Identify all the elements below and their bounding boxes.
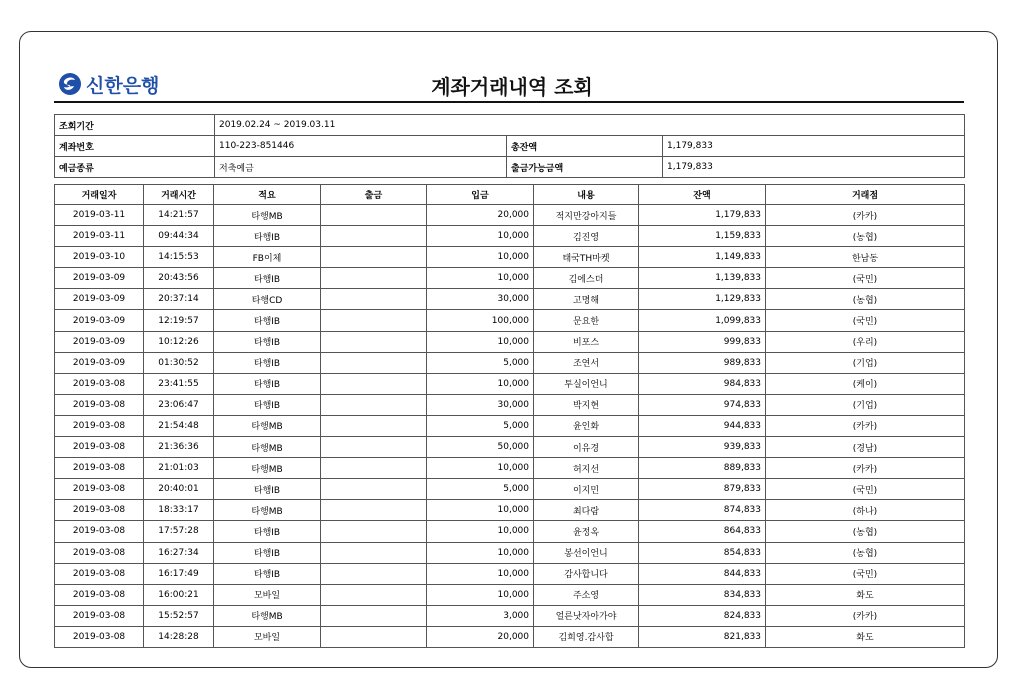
cell-balance: 879,833 [639,479,766,500]
cell-withdrawal [321,584,427,605]
cell-balance: 989,833 [639,352,766,373]
cell-deposit: 30,000 [427,289,534,310]
cell-memo: 타행IB [214,226,321,247]
cell-branch: (카카) [766,205,965,226]
cell-withdrawal [321,310,427,331]
cell-date: 2019-03-08 [55,500,144,521]
table-row [55,521,965,542]
header-description: 내용 [534,185,639,205]
cell-time: 20:40:01 [144,479,214,500]
cell-deposit: 5,000 [427,352,534,373]
period-label: 조회기간 [55,115,215,136]
cell-branch: (케이) [766,373,965,394]
cell-memo: 타행MB [214,415,321,436]
cell-memo: 타행IB [214,310,321,331]
cell-description: 조연서 [534,352,639,373]
cell-date: 2019-03-08 [55,584,144,605]
cell-time: 16:17:49 [144,563,214,584]
cell-memo: 타행IB [214,563,321,584]
header-memo: 적요 [214,185,321,205]
cell-time: 14:21:57 [144,205,214,226]
table-header-row [55,185,965,205]
cell-deposit: 20,000 [427,205,534,226]
cell-balance: 974,833 [639,394,766,415]
cell-withdrawal [321,331,427,352]
cell-withdrawal [321,394,427,415]
cell-time: 20:37:14 [144,289,214,310]
cell-withdrawal [321,458,427,479]
table-row [55,605,965,626]
cell-date: 2019-03-08 [55,542,144,563]
cell-time: 23:06:47 [144,394,214,415]
cell-description: 윤정옥 [534,521,639,542]
cell-branch: (카카) [766,605,965,626]
cell-branch: (국민) [766,479,965,500]
cell-withdrawal [321,437,427,458]
table-row [55,247,965,268]
cell-time: 14:15:53 [144,247,214,268]
cell-time: 01:30:52 [144,352,214,373]
cell-withdrawal [321,205,427,226]
cell-balance: 854,833 [639,542,766,563]
cell-deposit: 5,000 [427,415,534,436]
header-time: 거래시간 [144,185,214,205]
cell-balance: 1,159,833 [639,226,766,247]
cell-balance: 939,833 [639,437,766,458]
cell-description: 투실이언니 [534,373,639,394]
cell-memo: 타행IB [214,479,321,500]
cell-branch: (기업) [766,394,965,415]
cell-balance: 874,833 [639,500,766,521]
cell-description: 얼른낫자아가야 [534,605,639,626]
table-row [55,626,965,647]
cell-description: 비포스 [534,331,639,352]
cell-description: 태국TH마켓 [534,247,639,268]
cell-memo: 타행CD [214,289,321,310]
cell-description: 김진영 [534,226,639,247]
deposit-type-value: 저축예금 [215,157,507,178]
cell-balance: 1,139,833 [639,268,766,289]
cell-memo: 타행MB [214,205,321,226]
cell-date: 2019-03-09 [55,310,144,331]
table-row [55,563,965,584]
cell-date: 2019-03-09 [55,268,144,289]
cell-balance: 1,179,833 [639,205,766,226]
cell-time: 18:33:17 [144,500,214,521]
cell-withdrawal [321,415,427,436]
cell-date: 2019-03-08 [55,394,144,415]
table-row [55,542,965,563]
cell-memo: 타행MB [214,437,321,458]
cell-branch: (기업) [766,352,965,373]
title-divider [54,101,964,103]
cell-deposit: 10,000 [427,542,534,563]
account-value: 110-223-851446 [215,136,507,157]
cell-date: 2019-03-08 [55,415,144,436]
cell-branch: (경남) [766,437,965,458]
table-row [55,437,965,458]
cell-deposit: 10,000 [427,563,534,584]
cell-balance: 834,833 [639,584,766,605]
cell-withdrawal [321,563,427,584]
cell-balance: 984,833 [639,373,766,394]
cell-withdrawal [321,226,427,247]
cell-time: 21:01:03 [144,458,214,479]
cell-memo: FB이체 [214,247,321,268]
table-row [55,268,965,289]
cell-deposit: 50,000 [427,437,534,458]
cell-balance: 1,129,833 [639,289,766,310]
deposit-type-label: 예금종류 [55,157,215,178]
cell-withdrawal [321,500,427,521]
cell-memo: 타행IB [214,521,321,542]
header-balance: 잔액 [639,185,766,205]
header-withdrawal: 출금 [321,185,427,205]
cell-time: 14:28:28 [144,626,214,647]
cell-deposit: 30,000 [427,394,534,415]
cell-description: 김희영.감사합 [534,626,639,647]
cell-time: 20:43:56 [144,268,214,289]
period-value: 2019.02.24 ~ 2019.03.11 [215,115,965,136]
cell-branch: (농협) [766,542,965,563]
cell-memo: 타행MB [214,458,321,479]
cell-deposit: 3,000 [427,605,534,626]
cell-balance: 889,833 [639,458,766,479]
cell-deposit: 20,000 [427,626,534,647]
cell-memo: 타행IB [214,331,321,352]
cell-withdrawal [321,479,427,500]
cell-deposit: 5,000 [427,479,534,500]
cell-deposit: 10,000 [427,521,534,542]
cell-description: 주소영 [534,584,639,605]
table-row [55,584,965,605]
cell-balance: 1,149,833 [639,247,766,268]
cell-description: 이유경 [534,437,639,458]
cell-date: 2019-03-10 [55,247,144,268]
table-row [55,394,965,415]
header-date: 거래일자 [55,185,144,205]
bank-name: 신한은행 [86,74,160,97]
balance-label: 총잔액 [507,136,663,157]
cell-time: 12:19:57 [144,310,214,331]
table-row [55,500,965,521]
page-title: 계좌거래내역 조회 [431,75,593,99]
cell-date: 2019-03-08 [55,563,144,584]
table-row [55,310,965,331]
cell-memo: 타행IB [214,373,321,394]
cell-deposit: 10,000 [427,247,534,268]
cell-description: 김에스더 [534,268,639,289]
cell-balance: 944,833 [639,415,766,436]
cell-withdrawal [321,268,427,289]
table-row [55,226,965,247]
cell-withdrawal [321,542,427,563]
cell-deposit: 10,000 [427,373,534,394]
cell-time: 21:54:48 [144,415,214,436]
cell-description: 감사합니다 [534,563,639,584]
cell-description: 최다람 [534,500,639,521]
summary-row-account [55,136,965,157]
cell-time: 16:00:21 [144,584,214,605]
cell-branch: (농협) [766,226,965,247]
cell-date: 2019-03-08 [55,605,144,626]
cell-date: 2019-03-08 [55,373,144,394]
cell-balance: 844,833 [639,563,766,584]
balance-value: 1,179,833 [663,136,965,157]
cell-memo: 타행IB [214,268,321,289]
cell-memo: 타행IB [214,542,321,563]
cell-branch: (국민) [766,268,965,289]
cell-deposit: 10,000 [427,331,534,352]
cell-withdrawal [321,247,427,268]
cell-deposit: 10,000 [427,458,534,479]
cell-description: 문요한 [534,310,639,331]
available-value: 1,179,833 [663,157,965,178]
cell-balance: 1,099,833 [639,310,766,331]
cell-date: 2019-03-08 [55,437,144,458]
cell-description: 적지만강아지들 [534,205,639,226]
cell-withdrawal [321,289,427,310]
cell-withdrawal [321,521,427,542]
cell-date: 2019-03-09 [55,352,144,373]
cell-time: 09:44:34 [144,226,214,247]
table-row [55,415,965,436]
cell-date: 2019-03-11 [55,205,144,226]
cell-date: 2019-03-11 [55,226,144,247]
cell-branch: (농협) [766,521,965,542]
transactions-table [54,184,965,648]
cell-branch: 화도 [766,626,965,647]
cell-deposit: 10,000 [427,500,534,521]
header-branch: 거래점 [766,185,965,205]
cell-memo: 모바일 [214,626,321,647]
cell-withdrawal [321,605,427,626]
cell-date: 2019-03-09 [55,289,144,310]
cell-date: 2019-03-09 [55,331,144,352]
cell-description: 윤인화 [534,415,639,436]
cell-time: 17:57:28 [144,521,214,542]
cell-time: 15:52:57 [144,605,214,626]
cell-balance: 999,833 [639,331,766,352]
cell-balance: 864,833 [639,521,766,542]
cell-description: 고명해 [534,289,639,310]
cell-time: 10:12:26 [144,331,214,352]
cell-time: 23:41:55 [144,373,214,394]
table-row [55,479,965,500]
cell-branch: (국민) [766,563,965,584]
cell-branch: 화도 [766,584,965,605]
cell-time: 21:36:36 [144,437,214,458]
cell-description: 봉선이언니 [534,542,639,563]
cell-branch: (하나) [766,500,965,521]
cell-deposit: 10,000 [427,268,534,289]
cell-date: 2019-03-08 [55,479,144,500]
cell-branch: (카카) [766,458,965,479]
cell-memo: 타행MB [214,500,321,521]
cell-time: 16:27:34 [144,542,214,563]
cell-date: 2019-03-08 [55,458,144,479]
table-row [55,352,965,373]
cell-memo: 타행IB [214,394,321,415]
cell-memo: 모바일 [214,584,321,605]
cell-deposit: 100,000 [427,310,534,331]
table-row [55,289,965,310]
table-row [55,373,965,394]
cell-branch: (농협) [766,289,965,310]
cell-memo: 타행IB [214,352,321,373]
summary-row-period [55,115,965,136]
table-row [55,331,965,352]
summary-table [54,114,965,178]
cell-withdrawal [321,373,427,394]
cell-description: 이지민 [534,479,639,500]
cell-memo: 타행MB [214,605,321,626]
cell-balance: 824,833 [639,605,766,626]
cell-branch: (국민) [766,310,965,331]
summary-row-type [55,157,965,178]
available-label: 출금가능금액 [507,157,663,178]
cell-branch: (우리) [766,331,965,352]
cell-deposit: 10,000 [427,584,534,605]
cell-balance: 821,833 [639,626,766,647]
cell-deposit: 10,000 [427,226,534,247]
cell-date: 2019-03-08 [55,626,144,647]
cell-description: 박지현 [534,394,639,415]
header-deposit: 입금 [427,185,534,205]
cell-description: 허지선 [534,458,639,479]
cell-withdrawal [321,626,427,647]
cell-branch: (카카) [766,415,965,436]
table-row [55,205,965,226]
cell-withdrawal [321,352,427,373]
account-label: 계좌번호 [55,136,215,157]
table-row [55,458,965,479]
cell-branch: 한남동 [766,247,965,268]
cell-date: 2019-03-08 [55,521,144,542]
